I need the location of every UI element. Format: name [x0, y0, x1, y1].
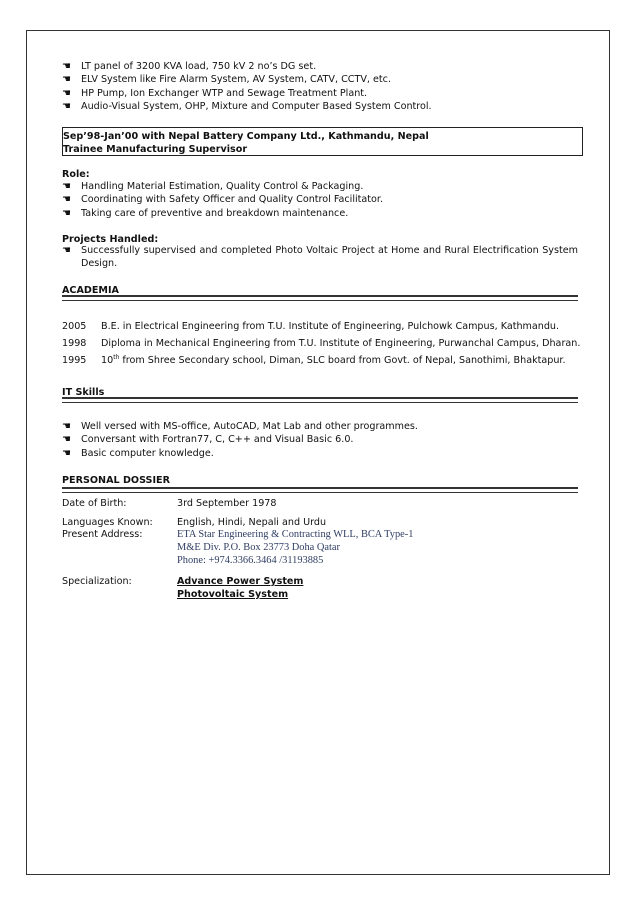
section-divider — [62, 397, 578, 399]
list-item: ☚ Well versed with MS-office, AutoCAD, Mat Lab and other programmes. — [62, 421, 418, 432]
address-line: Phone: +974.3366.3464 /31193885 — [177, 555, 324, 566]
list-item: ☚ Taking care of preventive and breakdown maintenance. — [62, 207, 349, 219]
specialization-item: Advance Power System — [177, 576, 304, 587]
academia-text-sup: th — [113, 353, 120, 361]
academia-text-prefix: 10 — [101, 355, 114, 366]
section-divider — [62, 487, 578, 489]
list-item: ☚ Coordinating with Safety Officer and Quality Control Facilitator. — [62, 194, 384, 206]
academia-year: 1998 — [62, 338, 87, 349]
list-item: ☚ LT panel of 3200 KVA load, 750 kV 2 no’s DG set. — [62, 61, 317, 72]
academia-text: B.E. in Electrical Engineering from T.U. Institute of Engineering, Pulchowk Campus, Kathmandu. — [101, 321, 560, 332]
job-title: Trainee Manufacturing Supervisor — [63, 144, 248, 155]
pointing-hand-icon: ☚ — [62, 61, 71, 72]
list-item: ☚ HP Pump, Ion Exchanger WTP and Sewage Treatment Plant. — [62, 87, 368, 99]
dossier-row-specialization — [62, 575, 303, 601]
pointing-hand-icon: ☚ — [62, 181, 71, 192]
pointing-hand-icon: ☚ — [62, 87, 71, 99]
academia-row — [62, 337, 580, 350]
pointing-hand-icon: ☚ — [62, 74, 71, 86]
specialization-label: Specialization: — [62, 576, 132, 587]
section-divider — [62, 492, 578, 493]
address-line: M&E Div. P.O. Box 23773 Doha Qatar — [177, 542, 340, 553]
list-item: ☚ Handling Material Estimation, Quality Control & Packaging. — [62, 181, 364, 192]
languages-value: English, Hindi, Nepali and Urdu — [177, 517, 327, 528]
pointing-hand-icon: ☚ — [62, 447, 71, 459]
pointing-hand-icon: ☚ — [62, 101, 71, 113]
specialization-value — [177, 575, 303, 601]
address-value — [177, 528, 413, 567]
pointing-hand-icon: ☚ — [62, 245, 71, 256]
list-item: ☚ Audio-Visual System, OHP, Mixture and Computer Based System Control. — [62, 101, 432, 113]
section-divider — [62, 295, 578, 297]
academia-row — [62, 320, 559, 333]
job-header-box — [62, 127, 583, 156]
academia-year: 1995 — [62, 355, 87, 366]
list-item: ☚ ELV System like Fire Alarm System, AV System, CATV, CCTV, etc. — [62, 74, 391, 86]
academia-text: Diploma in Mechanical Engineering from T.U. Institute of Engineering, Purwanchal Campus, Dharan. — [101, 338, 581, 349]
projects-heading: Projects Handled: — [62, 234, 159, 245]
role-list — [62, 180, 578, 220]
list-item: ☚ Conversant with Fortran77, C, C++ and Visual Basic 6.0. — [62, 434, 354, 446]
specialization-item: Photovoltaic System — [177, 589, 289, 600]
list-item: ☚ Basic computer knowledge. — [62, 447, 214, 459]
section-divider — [62, 300, 578, 301]
list-item: ☚ Successfully supervised and completed Photo Voltaic Project at Home and Rural Electrification System Design. — [62, 245, 578, 269]
academia-row — [62, 354, 566, 367]
projects-list — [62, 244, 578, 270]
languages-label: Languages Known: — [62, 517, 153, 528]
pointing-hand-icon: ☚ — [62, 207, 71, 219]
it-skills-list — [62, 420, 578, 460]
academia-text: from Shree Secondary school, Diman, SLC board from Govt. of Nepal, Sanothimi, Bhaktapur. — [119, 355, 566, 366]
equipment-list — [62, 60, 578, 114]
dob-value: 3rd September 1978 — [177, 498, 277, 509]
section-divider — [62, 402, 578, 403]
it-skills-heading: IT Skills — [62, 387, 105, 398]
pointing-hand-icon: ☚ — [62, 421, 71, 432]
pointing-hand-icon: ☚ — [62, 194, 71, 206]
job-period-company: Sep’98-Jan’00 with Nepal Battery Company Ltd., Kathmandu, Nepal — [63, 131, 429, 142]
address-line: ETA Star Engineering & Contracting WLL, BCA Type-1 — [177, 529, 414, 540]
dossier-row-address — [62, 528, 413, 568]
dossier-row-dob — [62, 497, 277, 510]
dossier-heading: PERSONAL DOSSIER — [62, 475, 170, 486]
role-heading: Role: — [62, 169, 90, 180]
academia-year: 2005 — [62, 321, 87, 332]
pointing-hand-icon: ☚ — [62, 434, 71, 446]
academia-heading: ACADEMIA — [62, 285, 119, 296]
dob-label: Date of Birth: — [62, 498, 127, 509]
address-label: Present Address: — [62, 529, 143, 540]
